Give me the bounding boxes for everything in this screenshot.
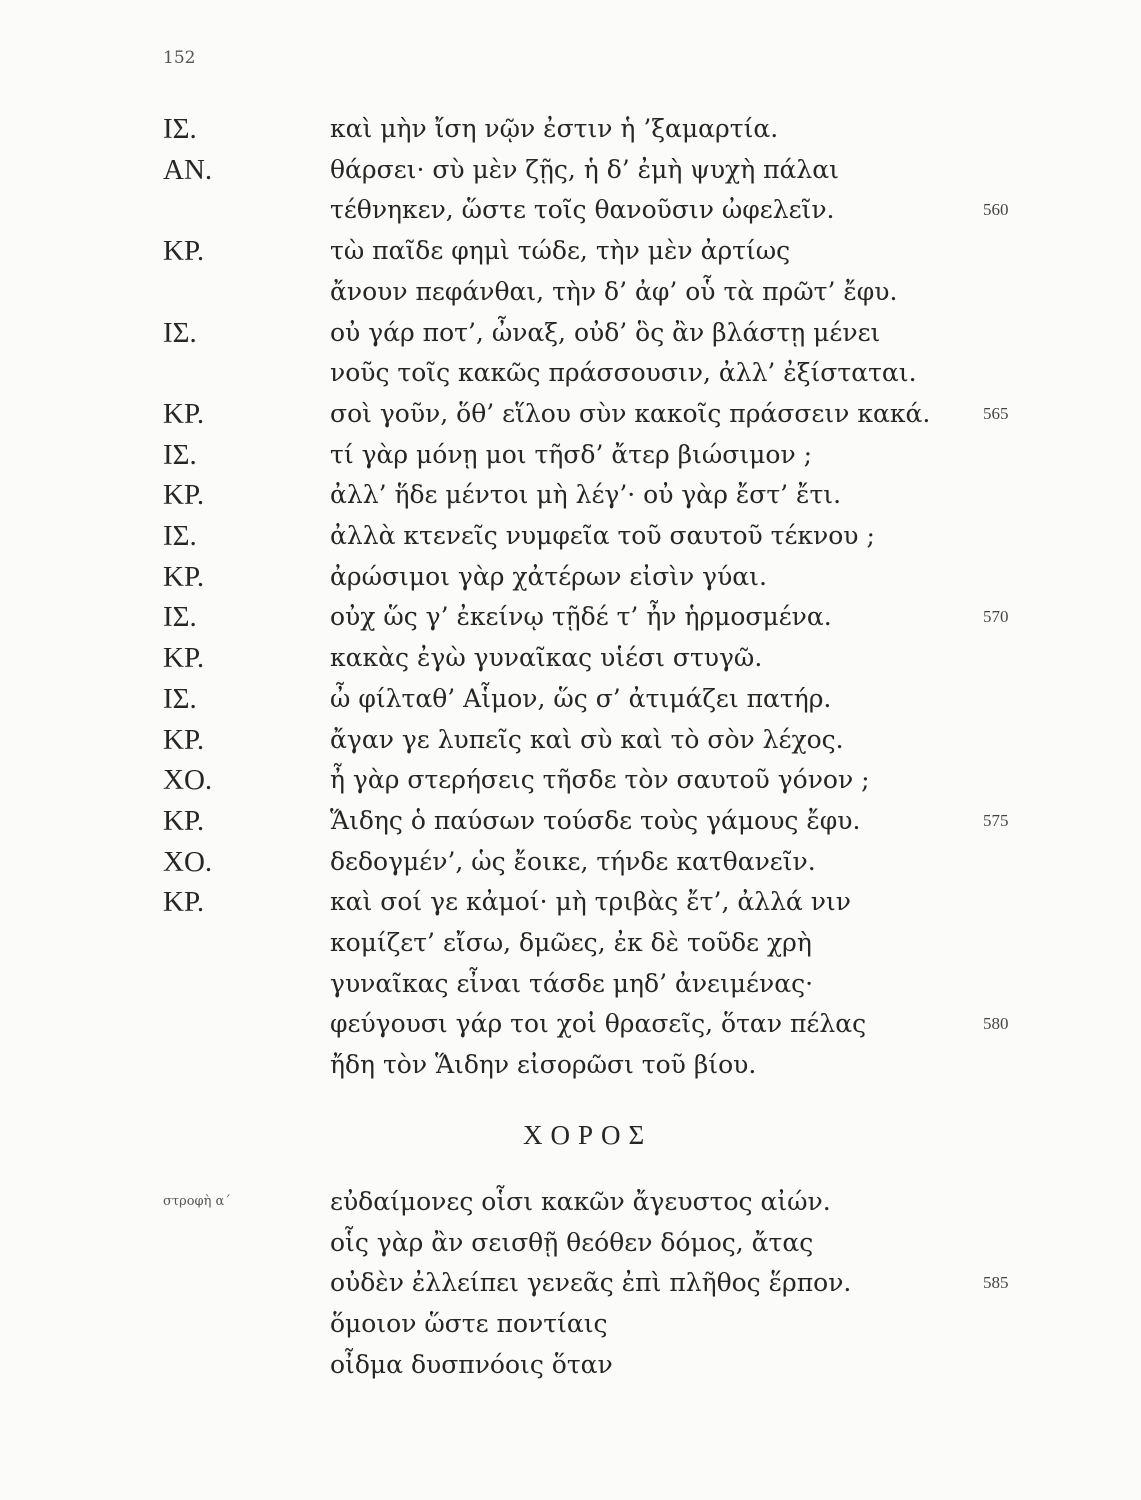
verse-line: [0, 438, 1141, 472]
verse-text: καὶ σοί γε κἀμοί· μὴ τριβὰς ἔτ’, ἀλλά νιν: [330, 887, 851, 917]
verse-text: ὅμοιον ὥστε ποντίαις: [330, 1309, 608, 1339]
verse-line: [0, 1226, 1141, 1260]
line-number: 565: [983, 403, 1009, 423]
verse-line: [0, 1348, 1141, 1382]
verse-text: ἀρώσιμοι γὰρ χἀτέρων εἰσὶν γύαι.: [330, 561, 767, 591]
speaker-label: ΚΡ.: [163, 235, 205, 268]
speaker-label: ΚΡ.: [163, 723, 205, 756]
speaker-label: ΑΝ.: [163, 153, 213, 186]
verse-text: οὐχ ὥς γ’ ἐκείνῳ τῇδέ τ’ ἦν ἡρμοσμένα.: [330, 602, 832, 632]
speaker-label: ΚΡ.: [163, 560, 205, 593]
verse-line: [0, 763, 1141, 797]
verse-text: ὦ φίλταθ’ Αἷμον, ὥς σ’ ἀτιμάζει πατήρ.: [330, 683, 832, 713]
verse-line: [0, 804, 1141, 838]
speaker-label: ΧΟ.: [163, 764, 213, 797]
verse-line: [0, 682, 1141, 716]
verse-text: ἄνουν πεφάνθαι, τὴν δ’ ἀφ’ οὗ τὰ πρῶτ’ ἔφυ.: [330, 276, 898, 306]
verse-line: [0, 1048, 1141, 1082]
verse-text: οὐδὲν ἐλλείπει γενεᾶς ἐπὶ πλῆθος ἕρπον.: [330, 1268, 852, 1298]
verse-line: [0, 1185, 1141, 1219]
verse-text: κακὰς ἐγὼ γυναῖκας υἱέσι στυγῶ.: [330, 643, 763, 673]
verse-line: [0, 193, 1141, 227]
verse-text: νοῦς τοῖς κακῶς πράσσουσιν, ἀλλ’ ἐξίσταται.: [330, 358, 917, 388]
verse-line: [0, 112, 1141, 146]
verse-text: εὐδαίμονες οἷσι κακῶν ἄγευστος αἰών.: [330, 1187, 831, 1216]
verse-text: οἶδμα δυσπνόοις ὅταν: [330, 1349, 613, 1379]
verse-text: ἄγαν γε λυπεῖς καὶ σὺ καὶ τὸ σὸν λέχος.: [330, 724, 844, 754]
verse-text: ἤδη τὸν Ἅιδην εἰσορῶσι τοῦ βίου.: [330, 1050, 757, 1080]
line-number: 575: [983, 810, 1009, 830]
verse-line: [0, 1307, 1141, 1341]
verse-line: [0, 234, 1141, 268]
verse-line: [0, 967, 1141, 1001]
line-number: 585: [983, 1273, 1009, 1293]
line-number: 560: [983, 200, 1009, 220]
verse-line: [0, 519, 1141, 553]
verse-text: καὶ μὴν ἴση νῷν ἐστιν ἡ ’ξαμαρτία.: [330, 114, 779, 143]
verse-line: [0, 560, 1141, 594]
verse-text: γυναῖκας εἶναι τάσδε μηδ’ ἀνειμένας·: [330, 968, 814, 998]
line-number: 570: [983, 607, 1009, 627]
verse-line: [0, 926, 1141, 960]
verse-text: κομίζετ’ εἴσω, δμῶες, ἐκ δὲ τοῦδε χρὴ: [330, 928, 812, 957]
line-number: 580: [983, 1014, 1009, 1034]
verse-text: τὼ παῖδε φημὶ τώδε, τὴν μὲν ἀρτίως: [330, 236, 791, 266]
verse-text: Ἅιδης ὁ παύσων τούσδε τοὺς γάμους ἔφυ.: [330, 805, 861, 835]
chorus-heading: ΧΟΡΟΣ: [523, 1120, 653, 1150]
verse-text: ἀλλὰ κτενεῖς νυμφεῖα τοῦ σαυτοῦ τέκνου ;: [330, 521, 875, 550]
verse-text: τί γὰρ μόνῃ μοι τῆσδ’ ἄτερ βιώσιμον ;: [330, 439, 813, 469]
speaker-label: ΚΡ.: [163, 479, 205, 512]
verse-text: τέθνηκεν, ὥστε τοῖς θανοῦσιν ὠφελεῖν.: [330, 195, 835, 225]
verse-text: φεύγουσι γάρ τοι χοἰ θρασεῖς, ὅταν πέλας: [330, 1009, 867, 1039]
page-number: 152: [163, 48, 196, 68]
speaker-label: ΚΡ.: [163, 642, 205, 675]
verse-line: [0, 316, 1141, 350]
speaker-label: ΙΣ.: [163, 682, 197, 715]
verse-line: [0, 845, 1141, 879]
verse-line: [0, 153, 1141, 187]
verse-line: [0, 641, 1141, 675]
speaker-label: ΙΣ.: [163, 601, 197, 634]
speaker-label: ΧΟ.: [163, 845, 213, 878]
speaker-label: ΚΡ.: [163, 886, 205, 919]
verse-text: θάρσει· σὺ μὲν ζῇς, ἡ δ’ ἐμὴ ψυχὴ πάλαι: [330, 154, 839, 184]
verse-line: [0, 1007, 1141, 1041]
verse-line: [0, 885, 1141, 919]
verse-text: ἀλλ’ ἥδε μέντοι μὴ λέγ’· οὐ γὰρ ἔστ’ ἔτι.: [330, 480, 842, 510]
verse-text: δεδογμέν’, ὡς ἔοικε, τήνδε κατθανεῖν.: [330, 846, 816, 876]
strophe-label: στροφὴ α΄: [163, 1194, 231, 1209]
verse-line: [0, 478, 1141, 512]
verse-line: [0, 397, 1141, 431]
verse-line: [0, 723, 1141, 757]
verse-text: οὐ γάρ ποτ’, ὦναξ, οὐδ’ ὃς ἂν βλάστῃ μένει: [330, 317, 881, 347]
speaker-label: ΚΡ.: [163, 804, 205, 837]
speaker-label: ΙΣ.: [163, 113, 197, 145]
verse-line: [0, 275, 1141, 309]
speaker-label: ΙΣ.: [163, 316, 197, 349]
verse-line: [0, 600, 1141, 634]
speaker-label: ΚΡ.: [163, 397, 205, 430]
speaker-label: ΙΣ.: [163, 438, 197, 471]
verse-text: σοὶ γοῦν, ὅθ’ εἵλου σὺν κακοῖς πράσσειν κακά.: [330, 398, 931, 428]
verse-text: ἦ γὰρ στερήσεις τῆσδε τὸν σαυτοῦ γόνον ;: [330, 765, 870, 795]
speaker-label: ΙΣ.: [163, 520, 197, 552]
verse-line: [0, 1266, 1141, 1300]
verse-text: οἷς γὰρ ἂν σεισθῇ θεόθεν δόμος, ἄτας: [330, 1227, 814, 1257]
verse-line: [0, 356, 1141, 390]
